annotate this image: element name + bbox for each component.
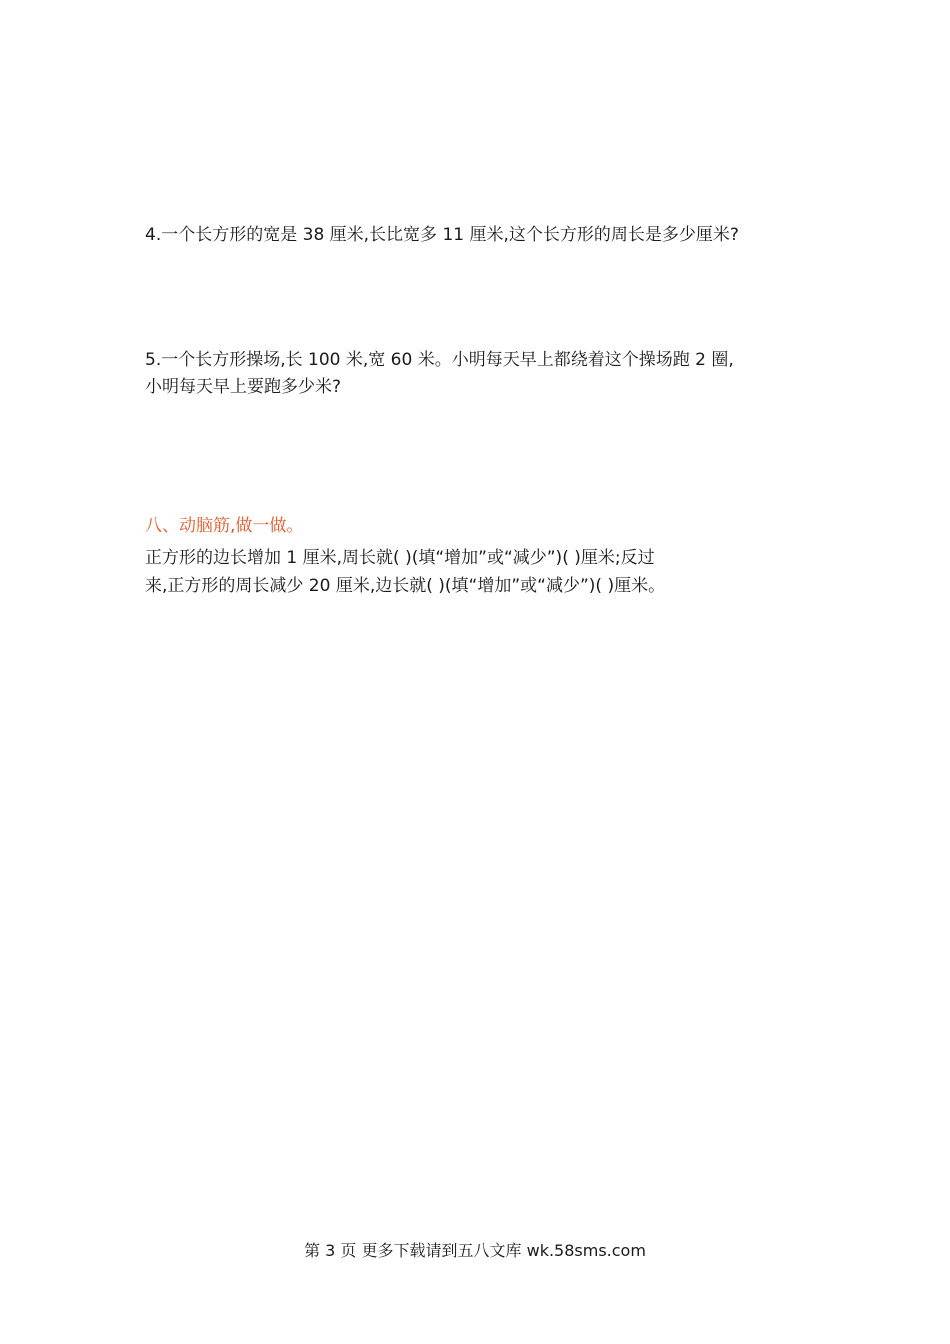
question-5-text-line1: 5.一个长方形操场,长 100 米,宽 60 米。小明每天早上都绕着这个操场跑 2 圈, [145, 350, 734, 370]
question-5-text-line2: 小明每天早上要跑多少米? [145, 377, 342, 397]
question-4-text: 4.一个长方形的宽是 38 厘米,长比宽多 11 厘米,这个长方形的周长是多少厘米? [145, 225, 739, 245]
section-8-heading: 八、动脑筋,做一做。 [145, 516, 304, 536]
section-8-text-line2: 来,正方形的周长减少 20 厘米,边长就( )(填“增加”或“减少”)( )厘米。 [145, 576, 666, 596]
page-footer: 第 3 页 更多下载请到五八文库 wk.58sms.com [304, 1241, 646, 1260]
section-8-text-line1: 正方形的边长增加 1 厘米,周长就( )(填“增加”或“减少”)( )厘米;反过 [145, 548, 655, 568]
